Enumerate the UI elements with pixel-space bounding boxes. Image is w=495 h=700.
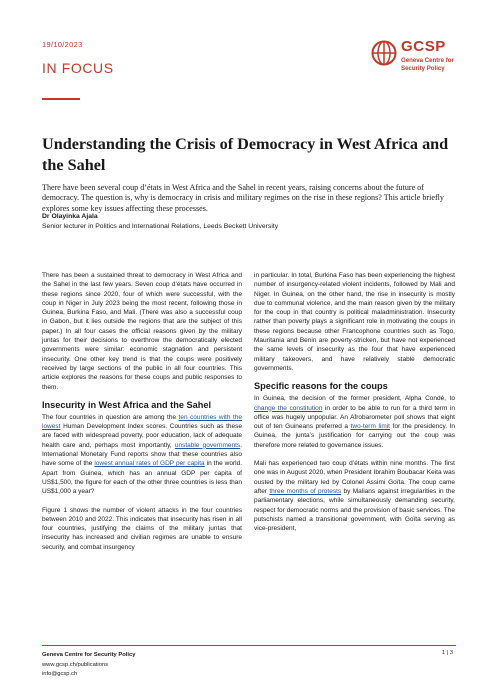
section-heading: Specific reasons for the coups [254,381,388,392]
gcsp-logo [371,38,466,80]
paragraph [42,413,242,497]
gdp-link[interactable]: lowest annual rates of GDP per capita [94,460,205,468]
hdi-link[interactable]: ten countries with the lowest [42,413,242,431]
text-run: The four countries in question are among the [42,413,179,421]
text-run: by Malians against irregularities in the parliamentary elections, while simultaneously demanding security, respect for democratic norms and the provision of basic services. The putschists named a transitional government, with Goïta serving as vice-president, [254,487,456,533]
right-column [254,271,455,542]
author-name: Dr Olayinka Ajala [42,213,98,220]
protests-link[interactable]: three months of protests [269,487,342,495]
article-intro: There have been several coup d’états in West Africa and the Sahel in recent years, raising concerns about the future of democracy. The question is, why is democracy in crisis and military regimes on the rise in these regions? This article briefly explores some key issues affecting these processes. [42,183,444,213]
paragraph [254,459,455,533]
text-run: for the presidency. In Guinea, the junta’s justification for carrying out the coup was therefore more related to governance issues. [254,423,455,449]
footer-url[interactable]: www.gcsp.ch/publications [42,661,109,668]
left-column [42,271,242,561]
text-run: Mali has experienced two coup d’états within nine months. The first one was in August 2020, when President Ibrahim Boubacar Keita was ousted by the military led by Colonel Assimi Goïta. The coup came after [254,460,455,495]
text-run: . International Monetary Fund reports show that these countries also have some of the [42,441,242,468]
section-heading: Insecurity in West Africa and the Sahel [42,399,211,410]
article-title: Understanding the Crisis of Democracy in West Africa and the Sahel [42,135,449,174]
footer [42,651,135,680]
section-label: IN FOCUS [42,60,114,76]
page-number: 1 | 3 [441,650,453,656]
author-role: Senior lecturer in Politics and International Relations, Leeds Beckett University [42,222,279,230]
paragraph: in particular. In total, Burkina Faso has been experiencing the highest number of insurgency-related violent incidents, followed by Mali and Niger. In Guinea, on the other hand, the rise in insecurity is mostly due to communal violence, and the main reason given by the military for the coup in that country is political maladministration. Insecurity rather than poverty plays a significant role in motivating the coups in these regions because other Francophone countries such as Togo, Mauritania and Benin are poverty-stricken, but have not experienced the same levels of insecurity as the four that have experienced military takeovers, and have relatively stable democratic governments. [254,272,455,372]
text-run: in order to be able to run for a third term in office was hugely unpopular. An Afrobarometer poll shows that eight out of ten Guineans preferred a [254,404,455,431]
footer-divider [42,645,456,646]
two-term-limit-link[interactable]: two-term limit [350,423,390,431]
paragraph: Figure 1 shows the number of violent attacks in the four countries between 2010 and 2022. This indicates that insecurity has risen in all four countries, justifying the claims of the military juntas that insecurity has increased and civilian regimes are unable to ensure security, and combat insurgency [42,506,242,551]
logo-subtitle: Geneva Centre for Security Policy [401,57,454,72]
publication-date: 19/10/2023 [42,40,83,49]
author-block [42,212,282,232]
text-run: Human Development Index scores. Countries such as these are faced with widespread poverty, poor education, lack of adequate health care and, perhaps most importantly, [42,423,242,449]
globe-logo-icon [371,40,397,66]
unstable-governments-link[interactable]: unstable governments [174,441,241,449]
logo-name: GCSP [401,38,446,55]
text-run: in the world. Apart from Guinea, which has an annual GDP per capita of US$1,500, the figure for each of the other three countries is less than US$1,000 a year? [42,460,243,496]
text-run: In Guinea, the decision of the former president, Alpha Condé, to [254,395,455,403]
paragraph [254,394,455,450]
constitution-link[interactable]: change the constitution [254,404,323,412]
footer-email[interactable]: info@gcsp.ch [42,671,78,677]
paragraph: There has been a sustained threat to democracy in West Africa and the Sahel in the last few years. Seven coup d’états have occurred in these regions since 2020, four of which were successful, with the coup in Niger in July 2023 being the most recent, following those in Guinea, Burkina Faso, and Mali. (There was also a successful coup in Gabon, but it lies outside the regions that are the subject of this paper.) In all four cases the official reasons given by the military juntas for their decisions to overthrow the democratically elected governments were similar: economic stagnation and persistent insecurity. One other key trend is that the coups were positively received by large sections of the public in all four countries. This article explores the reasons for these coups and public responses to them. [42,272,242,391]
section-divider [42,98,80,100]
footer-org: Geneva Centre for Security Policy [42,652,136,658]
